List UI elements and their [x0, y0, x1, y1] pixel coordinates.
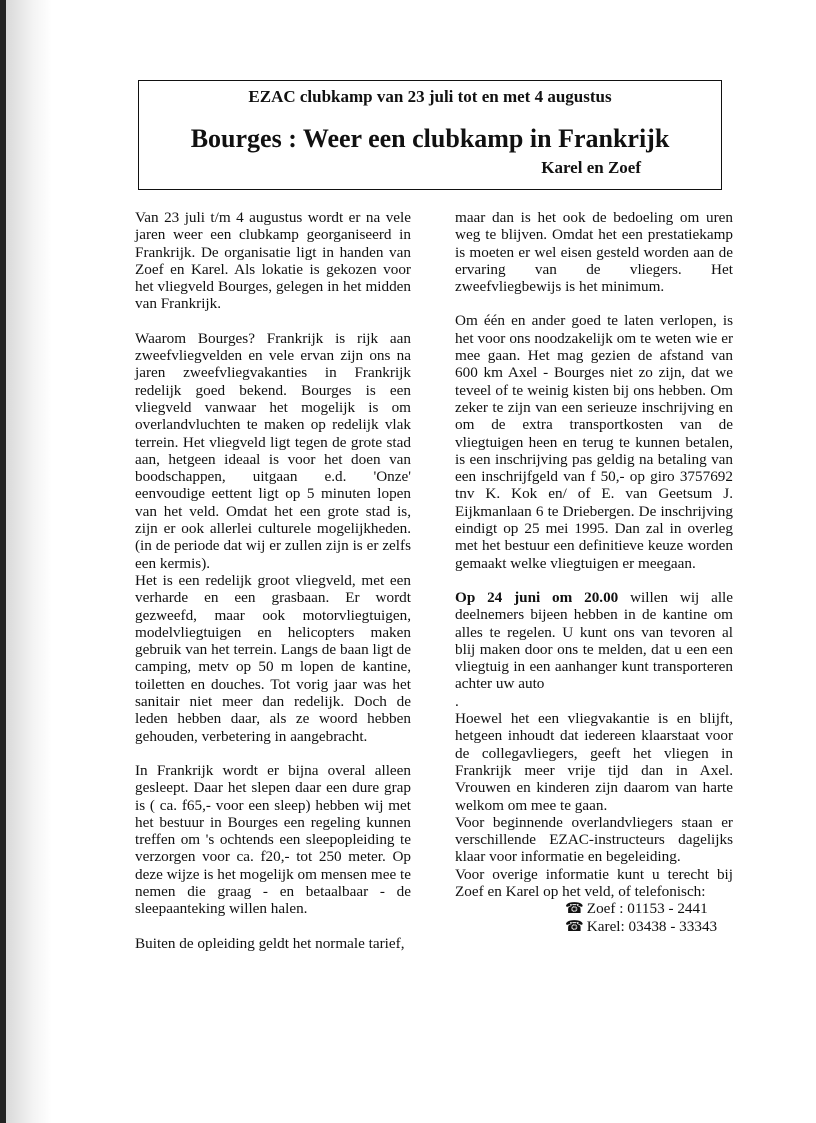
- paragraph-why-bourges: Waarom Bourges? Frankrijk is rijk aan zweefvliegvelden en vele ervan zijn ons na jaren zweefvliegvakanties in Frankrijk redelijk goed bekend. Bourges is een vliegveld vanwaar het mogelijk is om overlandvluchten te maken op redelijk vlak terrein. Het vliegveld ligt tegen de grote stad aan, hetgeen ideaal is voor het doen van boodschappen, uitgaan e.d. 'Onze' eenvoudige eettent ligt op 5 minuten lopen van het veld. Omdat het een grote stad is, zijn er ook allerlei culturele mogelijkheden. (in de periode dat wij er zullen zijn is er zelfs een kermis).: [135, 329, 411, 572]
- page-binding-shadow: [6, 0, 52, 1123]
- paragraph-intro: Van 23 juli t/m 4 augustus wordt er na vele jaren weer een clubkamp georganiseerd in Frankrijk. De organisatie ligt in handen van Zoef en Karel. Als lokatie is gekozen voor het vliegveld Bourges, gelegen in het midden van Frankrijk.: [135, 209, 411, 313]
- meeting-text: willen wij alle deelnemers bijeen hebben in de kantine om alles te regelen. U kunt ons van tevoren al blij maken door ons te melden, dat u een een vliegtuig in een aanhanger kunt transporteren achter uw auto: [455, 588, 733, 693]
- paragraph-tariff: Buiten de opleiding geldt het normale tarief,: [135, 934, 405, 952]
- meeting-stray-dot: .: [455, 692, 459, 710]
- paragraph-family: Hoewel het een vliegvakantie is en blijft, hetgeen inhoudt dat iedereen klaarstaat voor de collegavliegers, geeft het vliegen in Frankrijk meer vrije tijd dan in Axel. Vrouwen en kinderen zijn daarom van harte welkom om mee te gaan.: [455, 710, 733, 814]
- paragraph-contact-info: Voor overige informatie kunt u terecht bij Zoef en Karel op het veld, of telefonisch:: [455, 865, 733, 900]
- paragraph-airfield: Het is een redelijk groot vliegveld, met een verharde en een grasbaan. Er wordt gezweefd, maar ook motorvliegtuigen, modelvliegtuigen en helicopters maken gebruik van het terrein. Langs de baan ligt de camping, metv op 50 m lopen de kantine, toiletten en douches. Tot vorig jaar was het sanitair niet meer dan redelijk. Doch de leden hebben daar, als ze woord hebben gehouden, verbetering in aangebracht.: [135, 571, 411, 745]
- contact-number: 03438 - 33343: [628, 917, 718, 935]
- right-column: [455, 209, 733, 935]
- paragraph-registration: Om één en ander goed te laten verlopen, is het voor ons noodzakelijk om te weten wie er mee gaan. Het mag gezien de afstand van 600 km Axel - Bourges niet zo zijn, dat we teveel of te weinig kisten bij ons hebben. Om zeker te zijn van een serieuze inschrijving en om de extra transportkosten van de vliegtuigen heen en terug te kunnen betalen, is een inschrijving pas geldig na betaling van een inschrijfgeld van f 50,- op giro 3757692 tnv K. Kok en/ of E. van Geetsum J. Eijkmanlaan 6 te Driebergen. De inschrijving eindigt op 25 mei 1995. Dan zal in overleg met het bestuur een definitieve keuze worden gemaakt welke vliegtuigen er meegaan.: [455, 312, 733, 572]
- paragraph-duration: maar dan is het ook de bedoeling om uren weg te blijven. Omdat het een prestatiekamp is moeten er wel eisen gesteld worden aan de ervaring van de vliegers. Het zweefvliegbewijs is het minimum.: [455, 209, 733, 296]
- left-column: [135, 209, 411, 952]
- article-subtitle: EZAC clubkamp van 23 juli tot en met 4 augustus: [248, 87, 612, 106]
- telephone-icon: ☎: [565, 900, 584, 918]
- paragraph-meeting: [455, 589, 733, 710]
- article-authors: Karel en Zoef: [541, 158, 641, 177]
- article-title: Bourges : Weer een clubkamp in Frankrijk: [190, 124, 670, 153]
- contact-label: Zoef :: [586, 900, 624, 918]
- paragraph-instructors: Voor beginnende overlandvliegers staan er verschillende EZAC-instructeurs dagelijks klaar voor informatie en begeleiding.: [455, 813, 733, 866]
- contact-label: Karel:: [586, 917, 625, 935]
- article-header-box: [138, 80, 722, 190]
- telephone-icon: ☎: [565, 917, 584, 935]
- paragraph-towing: In Frankrijk wordt er bijna overal alleen gesleept. Daar het slepen daar een dure grap is ( ca. f65,- voor een sleep) hebben wij met het bestuur in Bourges een regeling kunnen treffen om 's ochtends een sleepopleiding te verzorgen voor ca. f20,- tot 250 meter. Op deze wijze is het mogelijk om mensen mee te nemen die graag - en betaalbaar - de sleepaanteking willen halen.: [135, 761, 411, 918]
- contact-zoef: [455, 900, 733, 917]
- meeting-date: Op 24 juni om 20.00: [455, 588, 619, 606]
- contact-number: 01153 - 2441: [627, 900, 708, 918]
- contact-karel: [455, 918, 733, 935]
